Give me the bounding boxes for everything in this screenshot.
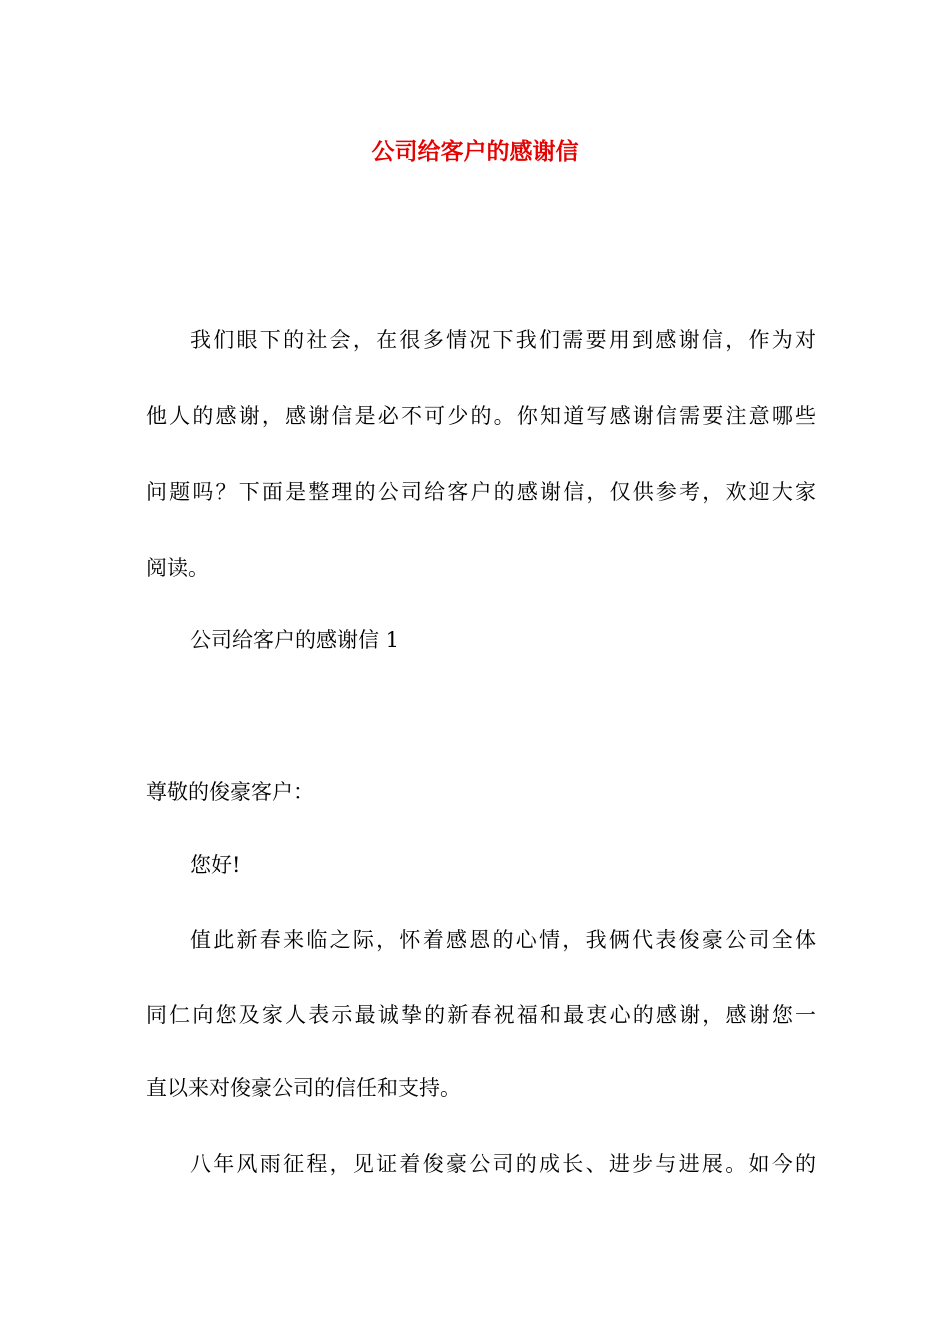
document-title: 公司给客户的感谢信 — [371, 138, 579, 165]
intro-line-1: 我们眼下的社会，在很多情况下我们需要用到感谢信，作为对 — [190, 328, 816, 352]
intro-line-2: 他人的感谢，感谢信是必不可少的。你知道写感谢信需要注意哪些 — [146, 404, 816, 428]
para2-line-1: 八年风雨征程，见证着俊豪公司的成长、进步与进展。如今的 — [190, 1152, 816, 1176]
salutation: 尊敬的俊豪客户： — [146, 780, 314, 804]
greeting: 您好! — [190, 853, 241, 877]
intro-line-4: 阅读。 — [146, 556, 209, 580]
intro-line-3: 问题吗？下面是整理的公司给客户的感谢信，仅供参考，欢迎大家 — [146, 480, 816, 504]
section-heading: 公司给客户的感谢信 1 — [190, 628, 400, 652]
para1-line-3: 直以来对俊豪公司的信任和支持。 — [146, 1076, 461, 1100]
para1-line-1: 值此新春来临之际，怀着感恩的心情，我俩代表俊豪公司全体 — [190, 928, 816, 952]
para1-line-2: 同仁向您及家人表示最诚挚的新春祝福和最衷心的感谢，感谢您一 — [146, 1003, 816, 1027]
